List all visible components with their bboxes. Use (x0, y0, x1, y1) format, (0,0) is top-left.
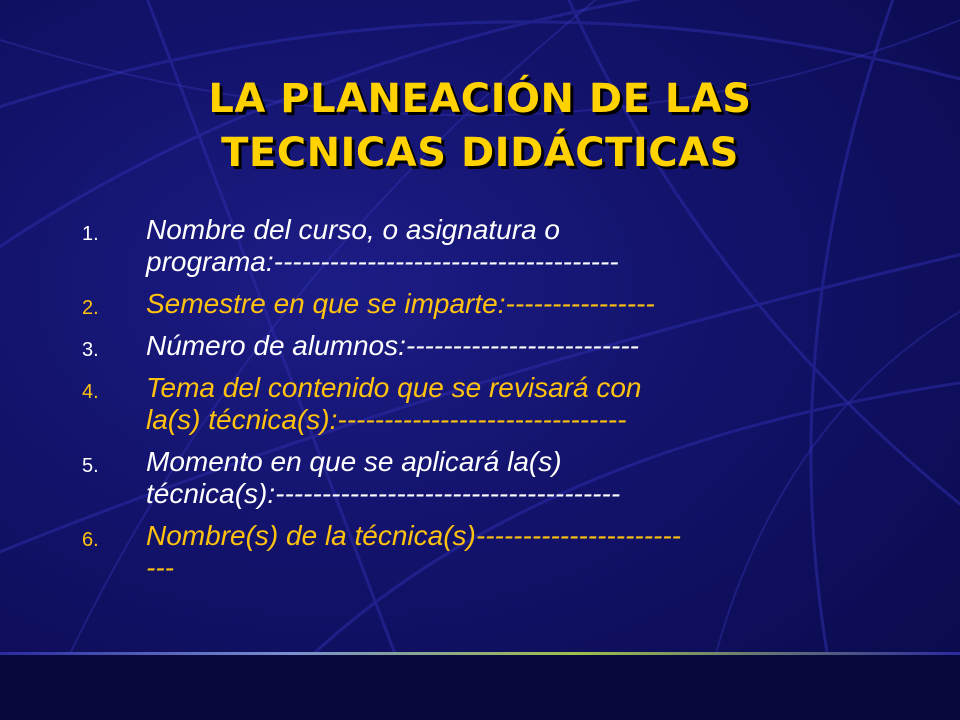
list-number: 4. (82, 381, 99, 403)
list-number: 1. (82, 223, 99, 245)
list-item-2 (82, 288, 882, 320)
title-line-1: LA PLANEACIÓN DE LAS (208, 76, 752, 122)
list-number: 3. (82, 339, 99, 361)
footer-divider (0, 652, 960, 655)
list-number: 2. (82, 297, 99, 319)
list-text-line: Nombre(s) de la técnica(s)---------------------- (146, 520, 682, 551)
list-item-3 (82, 330, 882, 362)
list-text-line: la(s) técnica(s):------------------------------- (146, 404, 627, 435)
list-text-line: Tema del contenido que se revisará con (146, 372, 642, 403)
list-item-6 (82, 520, 882, 584)
list-number: 5. (82, 455, 99, 477)
list-number: 6. (82, 529, 99, 551)
list-item-1 (82, 214, 882, 278)
list-text-line: técnica(s):------------------------------------- (146, 478, 621, 509)
list-text-line: Nombre del curso, o asignatura o (146, 214, 560, 245)
list-text-line: Semestre en que se imparte:---------------- (146, 288, 655, 319)
footer-band (0, 653, 960, 720)
slide-title (80, 72, 880, 180)
numbered-list (82, 214, 882, 594)
list-text-line: programa:------------------------------------- (146, 246, 619, 277)
list-text-line: --- (146, 552, 174, 583)
list-item-5 (82, 446, 882, 510)
list-text-line: Número de alumnos:------------------------- (146, 330, 640, 361)
list-text-line: Momento en que se aplicará la(s) (146, 446, 562, 477)
list-item-4 (82, 372, 882, 436)
title-line-2: TECNICAS DIDÁCTICAS (221, 130, 739, 176)
